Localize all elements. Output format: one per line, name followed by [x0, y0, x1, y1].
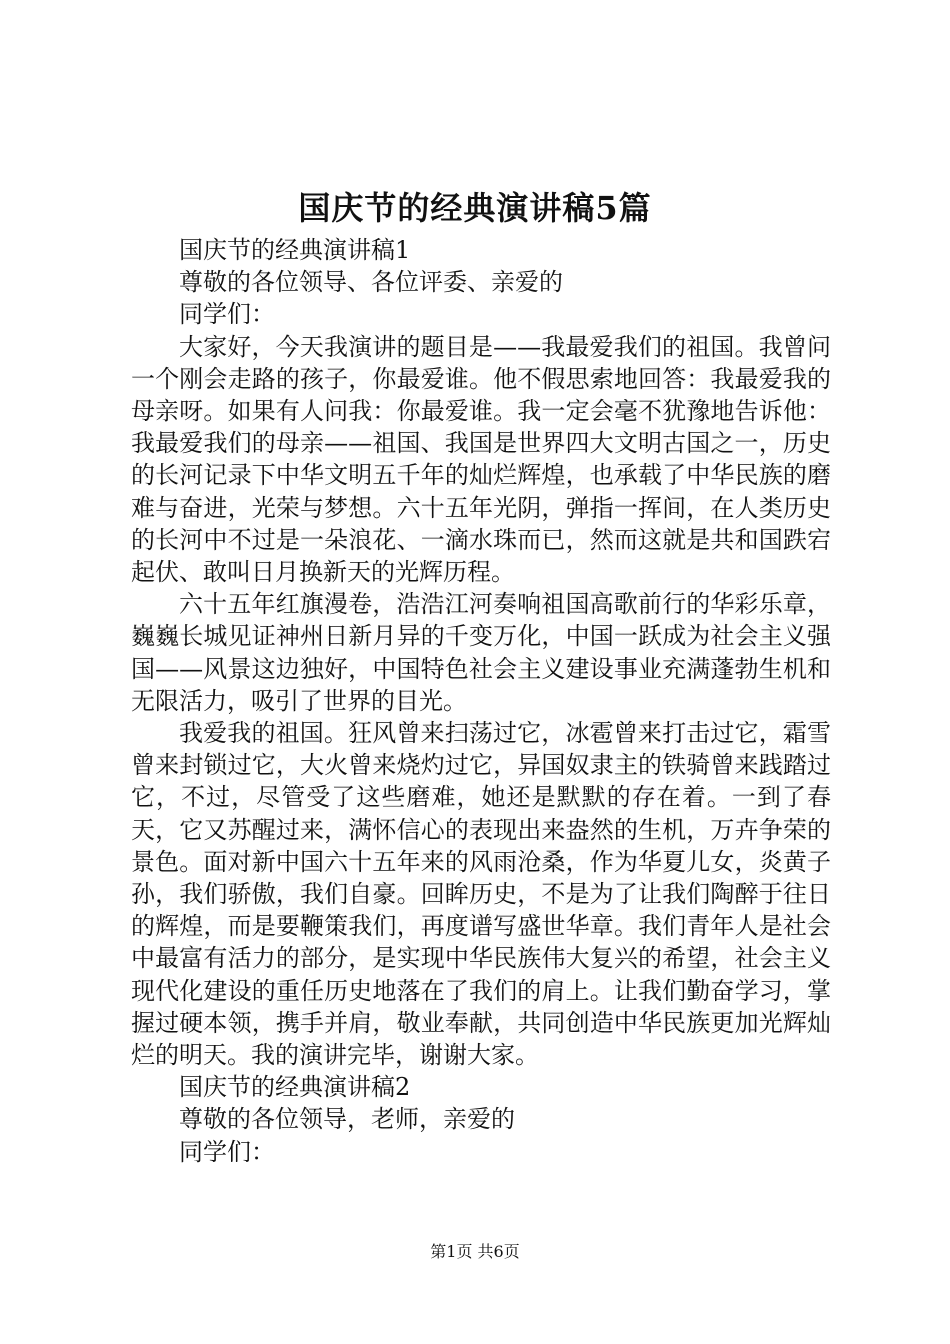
salutation-line: 尊敬的各位领导、各位评委、亲爱的 [179, 268, 563, 297]
section-heading-2: 国庆节的经典演讲稿2 [179, 1073, 411, 1102]
salutation-line: 同学们： [179, 1137, 275, 1166]
body-paragraph: 大家好，今天我演讲的题目是——我最爱我们的祖国。我曾问一个刚会走路的孩子，你最爱谁。他不假思索地回答：我最爱我的母亲呀。如果有人问我：你最爱谁。我一定会毫不犹豫地告诉他：我最爱我们的母亲——祖国、我国是世界四大文明古国之一，历史的长河记录下中华文明五千年的灿烂辉煌，也承载了中华民族的磨难与奋进，光荣与梦想。六十五年光阴，弹指一挥间，在人类历史的长河中不过是一朵浪花、一滴水珠而已，然而这就是共和国跌宕起伏、敢叫日月换新天的光辉历程。 [131, 332, 831, 587]
body-paragraph: 我爱我的祖国。狂风曾来扫荡过它，冰雹曾来打击过它，霜雪曾来封锁过它，大火曾来烧灼过它，异国奴隶主的铁骑曾来践踏过它，不过，尽管受了这些磨难，她还是默默的存在着。一到了春天，它又苏醒过来，满怀信心的表现出来盎然的生机，万卉争荣的景色。面对新中国六十五年来的风雨沧桑，作为华夏儿女，炎黄子孙，我们骄傲，我们自豪。回眸历史，不是为了让我们陶醉于往日的辉煌，而是要鞭策我们，再度谱写盛世华章。我们青年人是社会中最富有活力的部分，是实现中华民族伟大复兴的希望，社会主义现代化建设的重任历史地落在了我们的肩上。让我们勤奋学习，掌握过硬本领，携手并肩，敬业奉献，共同创造中华民族更加光辉灿烂的明天。我的演讲完毕，谢谢大家。 [131, 719, 831, 1070]
page-number-footer: 第1页 共6页 [430, 1242, 520, 1261]
document-title: 国庆节的经典演讲稿5篇 [298, 189, 652, 227]
salutation-line: 尊敬的各位领导，老师，亲爱的 [179, 1105, 515, 1134]
document-body [131, 234, 831, 1168]
body-paragraph: 六十五年红旗漫卷，浩浩江河奏响祖国高歌前行的华彩乐章，巍巍长城见证神州日新月异的千变万化，中国一跃成为社会主义强国——风景这边独好，中国特色社会主义建设事业充满蓬勃生机和无限活力，吸引了世界的目光。 [131, 590, 831, 715]
section-heading-1: 国庆节的经典演讲稿1 [179, 236, 411, 264]
salutation-line: 同学们： [179, 300, 275, 329]
